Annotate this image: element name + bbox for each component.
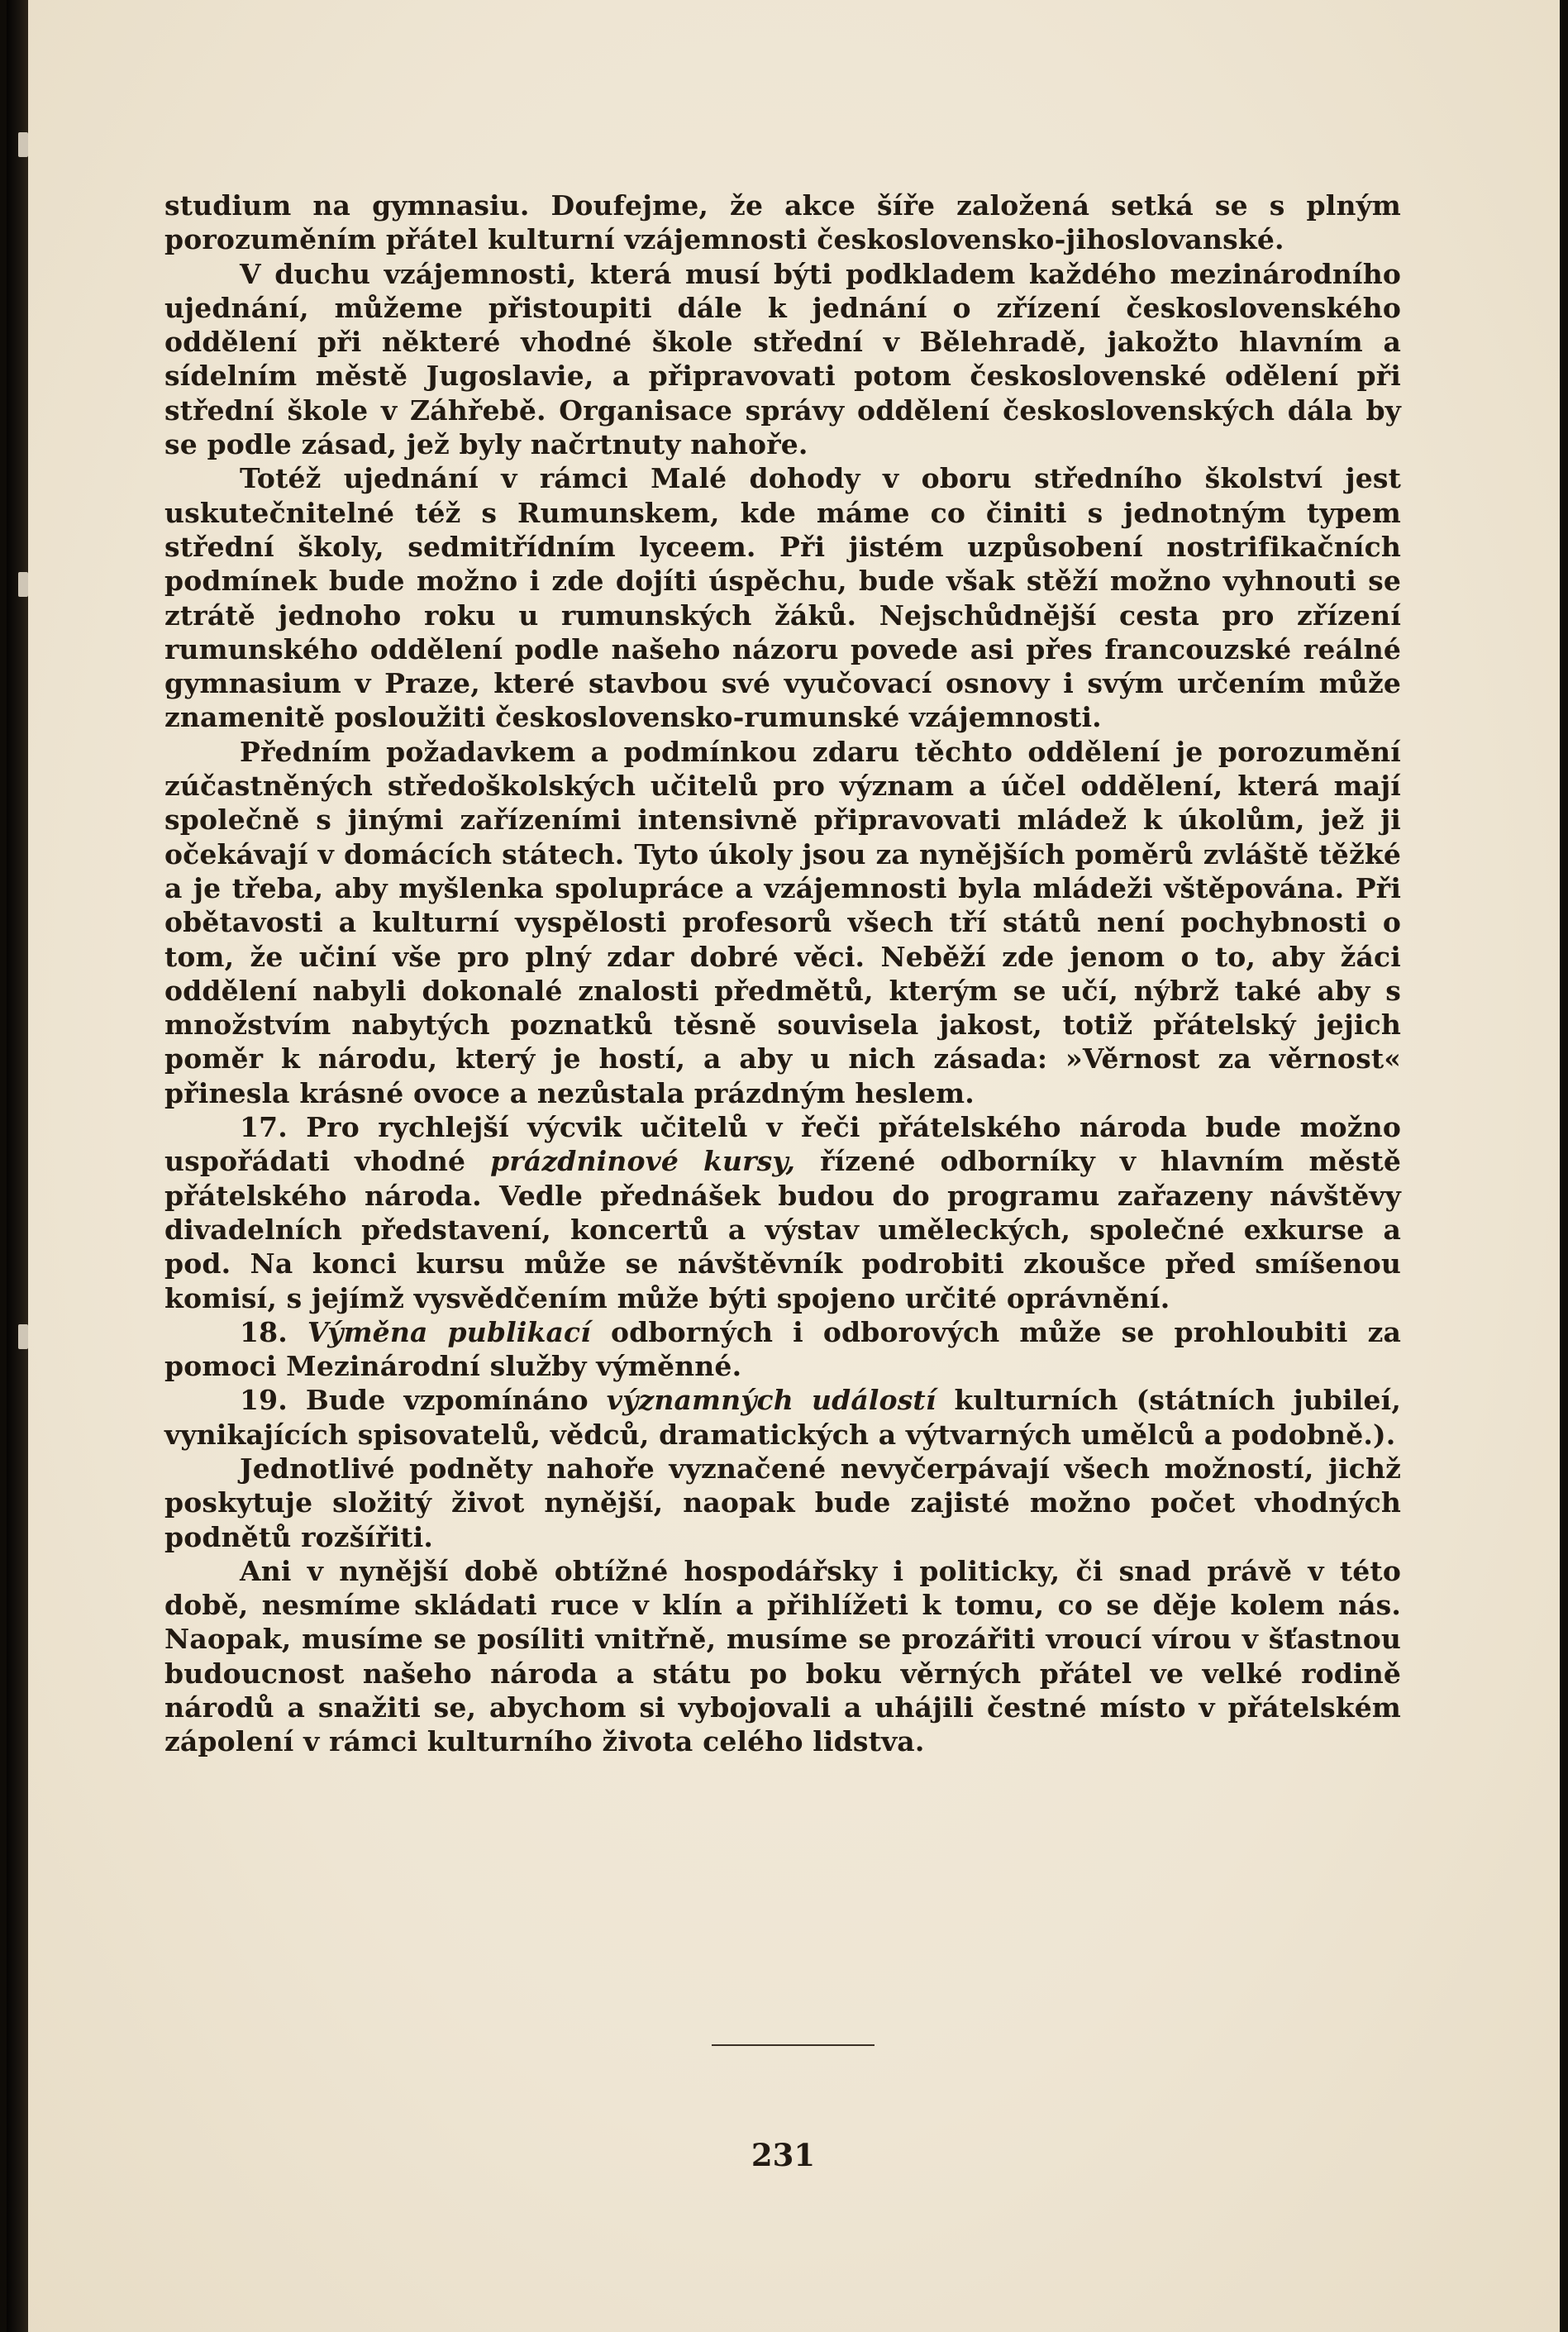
paragraph-text: řízené odborníky v hlavním městě přátelského národa. Vedle přednášek budou do programu zařazeny návštěvy divadelních představení, koncertů a výstav uměleckých, společné exkurse a pod. Na konci kursu může se návštěvník podrobiti zkoušce před smíšenou komisí, s jejímž vysvědčením může býti spojeno určité oprávnění. <box>164 1145 1401 1314</box>
paragraph: V duchu vzájemnosti, která musí býti podkladem každého mezinárodního ujednání, můžeme přistoupiti dále k jednání o zřízení československého oddělení při některé vhodné škole střední v Bělehradě, jakožto hlavním a sídelním městě Jugoslavie, a připravovati potom československé odělení při střední škole v Záhřebě. Organisace správy oddělení československých dála by se podle zásad, jež byly načrtnuty nahoře. <box>164 257 1401 461</box>
paragraph-text: odborných i odborových může se prohloubiti za pomoci Mezinárodní služby výměnné. <box>164 1315 1401 1383</box>
page-number: 231 <box>751 2137 816 2173</box>
paragraph-item-17 <box>164 1110 1401 1315</box>
paragraph-item-19 <box>164 1383 1401 1452</box>
spine-mark <box>18 572 28 597</box>
paragraph: Ani v nynější době obtížné hospodářsky i politicky, či snad právě v této době, nesmíme skládati ruce v klín a přihlížeti k tomu, co se děje kolem nás. Naopak, musíme se posíliti vnitřně, musíme se prozářiti vroucí vírou v šťastnou budoucnost našeho národa a státu po boku věrných přátel ve velké rodině národů a snažiti se, abychom si vybojovali a uhájili čestné místo v přátelském zápolení v rámci kulturního života celého lidstva. <box>164 1554 1401 1758</box>
spine-mark <box>18 1324 28 1349</box>
paragraph-text: 18. <box>240 1315 307 1348</box>
emphasis-text: Výměna publikací <box>307 1315 591 1348</box>
book-spine <box>7 0 28 2332</box>
emphasis-text: významných událostí <box>606 1384 937 1417</box>
book-page <box>7 0 1560 2332</box>
paragraph: Totéž ujednání v rámci Malé dohody v oboru středního školství jest uskutečnitelné též s Rumunskem, kde máme co činiti s jednotným typem střední školy, sedmitřídním lyceem. Při jistém uzpůsobení nostrifikačních podmínek bude možno i zde dojíti úspěchu, bude však stěží možno vyhnouti se ztrátě jednoho roku u rumunských žáků. Nejschůdnější cesta pro zřízení rumunského oddělení podle našeho názoru povede asi přes francouzské reálné gymnasium v Praze, které stavbou své vyučovací osnovy i svým určením může znamenitě posloužiti československo-rumunské vzájemnosti. <box>164 462 1401 734</box>
spine-mark <box>18 132 28 157</box>
paragraph-item-18 <box>164 1315 1401 1384</box>
paragraph: Jednotlivé podněty nahoře vyznačené nevyčerpávají všech možností, jichž poskytuje složitý život nynější, naopak bude zajisté možno počet vhodných podnětů rozšířiti. <box>164 1452 1401 1553</box>
paragraph: Předním požadavkem a podmínkou zdaru těchto oddělení je porozumění zúčastněných středoškolských učitelů pro význam a účel oddělení, která mají společně s jinými zařízeními intensivně připravovati mládež k úkolům, jež ji očekávají v domácích státech. Tyto úkoly jsou za nynějších poměrů zvláště těžké a je třeba, aby myšlenka spolupráce a vzájemnosti byla mládeži vštěpována. Při obětavosti a kulturní vyspělosti profesorů všech tří států není pochybnosti o tom, že učiní vše pro plný zdar dobré věci. Neběží zde jenom o to, aby žáci oddělení nabyli dokonalé znalosti předmětů, kterým se učí, nýbrž také aby s množstvím nabytých poznatků těsně souvisela jakost, totiž přátelský jejich poměr k národu, který je hostí, a aby u nich zásada: »Věrnost za věrnost« přinesla krásné ovoce a nezůstala prázdným heslem. <box>164 735 1401 1109</box>
paragraph: studium na gymnasiu. Doufejme, že akce šíře založená setká se s plným porozuměním přátel kulturní vzájemnosti československo-jihoslovanské. <box>164 189 1401 256</box>
paragraph-text: 19. Bude vzpomínáno <box>240 1384 607 1417</box>
section-divider <box>712 2044 875 2046</box>
paragraph-text: kulturních (státních jubileí, vynikajících spisovatelů, vědců, dramatických a výtvarných umělců a podobně.). <box>164 1384 1401 1451</box>
paragraph-text: 17. Pro rychlejší výcvik učitelů v řeči přátelského národa bude možno uspořádati vhodné <box>164 1111 1401 1178</box>
body-text <box>164 188 1401 1759</box>
emphasis-text: prázdninové kursy, <box>490 1145 796 1178</box>
